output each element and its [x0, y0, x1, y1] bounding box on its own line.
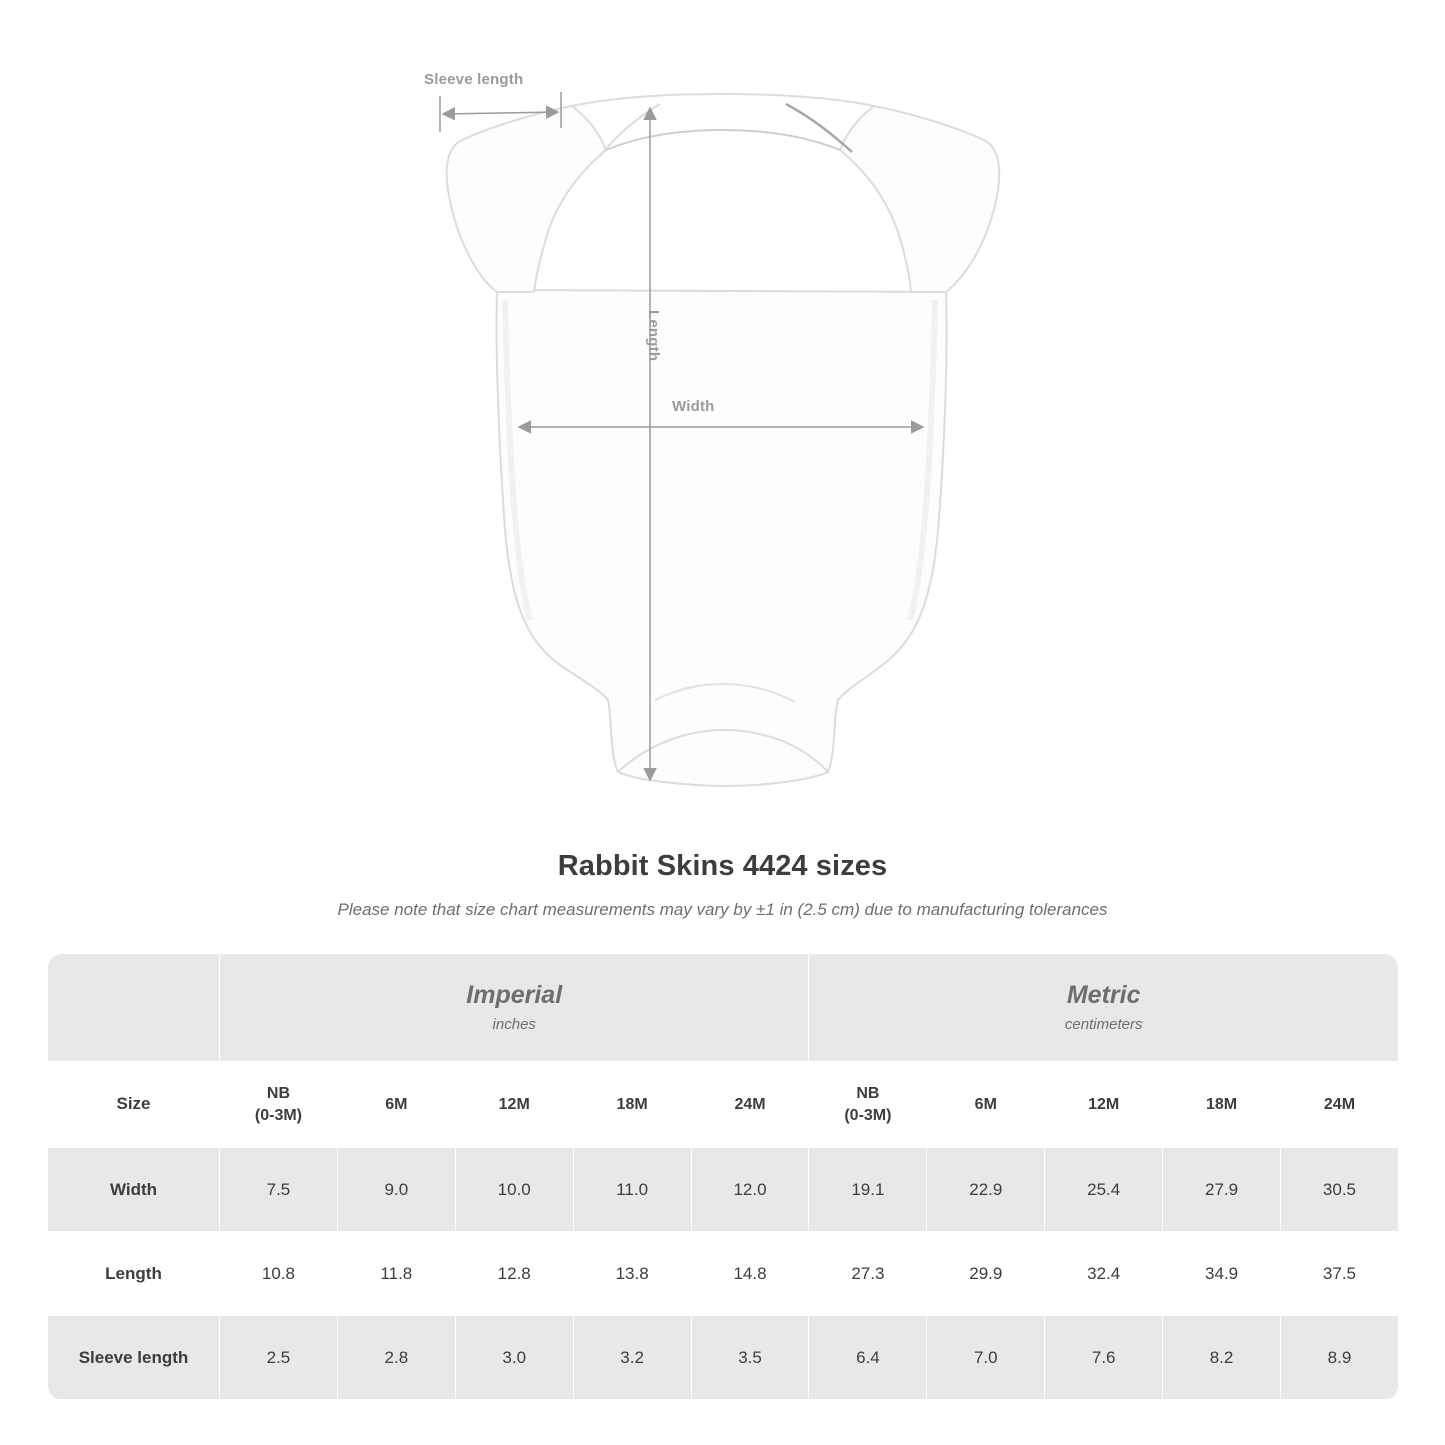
size-header-12m-metric: 12M: [1045, 1062, 1163, 1148]
table-row: [48, 1316, 1399, 1400]
size-header-row: [48, 1062, 1399, 1148]
cell-length-18m-in: 13.8: [573, 1232, 691, 1316]
size-table-wrapper: [47, 953, 1398, 1400]
size-header-nb-imperial: [220, 1062, 338, 1148]
cell-width-nb-in: 7.5: [220, 1148, 338, 1232]
unit-corner-cell: [48, 954, 220, 1062]
size-header-6m-metric: 6M: [927, 1062, 1045, 1148]
cell-width-nb-cm: 19.1: [809, 1148, 927, 1232]
cell-sleeve-24m-in: 3.5: [691, 1316, 809, 1400]
cell-sleeve-nb-cm: 6.4: [809, 1316, 927, 1400]
table-row: [48, 1148, 1399, 1232]
size-header-line2: (0-3M): [844, 1106, 892, 1124]
unit-group-metric-name: Metric: [1066, 980, 1141, 1009]
cell-width-24m-in: 12.0: [691, 1148, 809, 1232]
cell-length-6m-in: 11.8: [337, 1232, 455, 1316]
cell-length-12m-cm: 32.4: [1045, 1232, 1163, 1316]
unit-group-metric: [809, 954, 1398, 1062]
page-title: Rabbit Skins 4424 sizes: [557, 850, 888, 882]
cell-sleeve-12m-cm: 7.6: [1045, 1316, 1163, 1400]
cell-length-24m-in: 14.8: [691, 1232, 809, 1316]
size-header-24m-imperial: 24M: [691, 1062, 809, 1148]
row-label-sleeve-length: Sleeve length: [48, 1316, 220, 1400]
unit-group-imperial-name: Imperial: [466, 980, 563, 1009]
cell-width-12m-in: 10.0: [455, 1148, 573, 1232]
table-row: [48, 1232, 1399, 1316]
cell-length-nb-in: 10.8: [220, 1232, 338, 1316]
cell-sleeve-18m-cm: 8.2: [1163, 1316, 1281, 1400]
cell-sleeve-18m-in: 3.2: [573, 1316, 691, 1400]
width-label: Width: [672, 398, 715, 415]
size-header-18m-metric: 18M: [1163, 1062, 1281, 1148]
cell-sleeve-24m-cm: 8.9: [1281, 1316, 1399, 1400]
row-label-width: Width: [48, 1148, 220, 1232]
cell-sleeve-6m-cm: 7.0: [927, 1316, 1045, 1400]
cell-width-6m-in: 9.0: [337, 1148, 455, 1232]
cell-sleeve-nb-in: 2.5: [220, 1316, 338, 1400]
size-header-nb-metric: [809, 1062, 927, 1148]
unit-header-row: [48, 954, 1399, 1062]
unit-group-imperial: [220, 954, 809, 1062]
unit-group-metric-sub: centimeters: [1064, 1016, 1143, 1034]
cell-width-24m-cm: 30.5: [1281, 1148, 1399, 1232]
sleeve-length-label: Sleeve length: [424, 71, 524, 88]
size-header-line1: NB: [266, 1084, 290, 1102]
length-label: Length: [645, 310, 662, 362]
size-header-line1: NB: [856, 1084, 880, 1102]
unit-group-imperial-sub: inches: [492, 1016, 536, 1034]
size-header-12m-imperial: 12M: [455, 1062, 573, 1148]
size-table: [47, 953, 1399, 1400]
size-header-6m-imperial: 6M: [337, 1062, 455, 1148]
cell-width-12m-cm: 25.4: [1045, 1148, 1163, 1232]
cell-sleeve-12m-in: 3.0: [455, 1316, 573, 1400]
size-corner-label: Size: [48, 1062, 220, 1148]
cell-width-18m-cm: 27.9: [1163, 1148, 1281, 1232]
cell-width-6m-cm: 22.9: [927, 1148, 1045, 1232]
cell-length-24m-cm: 37.5: [1281, 1232, 1399, 1316]
bodysuit-shape: [447, 94, 1000, 786]
size-header-24m-metric: 24M: [1281, 1062, 1399, 1148]
cell-length-nb-cm: 27.3: [809, 1232, 927, 1316]
cell-sleeve-6m-in: 2.8: [337, 1316, 455, 1400]
cell-length-12m-in: 12.8: [455, 1232, 573, 1316]
cell-length-6m-cm: 29.9: [927, 1232, 1045, 1316]
tolerance-note: Please note that size chart measurements may vary by ±1 in (2.5 cm) due to manufacturing tolerances: [337, 900, 1108, 919]
size-header-18m-imperial: 18M: [573, 1062, 691, 1148]
size-header-line2: (0-3M): [254, 1106, 302, 1124]
cell-length-18m-cm: 34.9: [1163, 1232, 1281, 1316]
chart-heading: [0, 850, 1445, 920]
row-label-length: Length: [48, 1232, 220, 1316]
cell-width-18m-in: 11.0: [573, 1148, 691, 1232]
